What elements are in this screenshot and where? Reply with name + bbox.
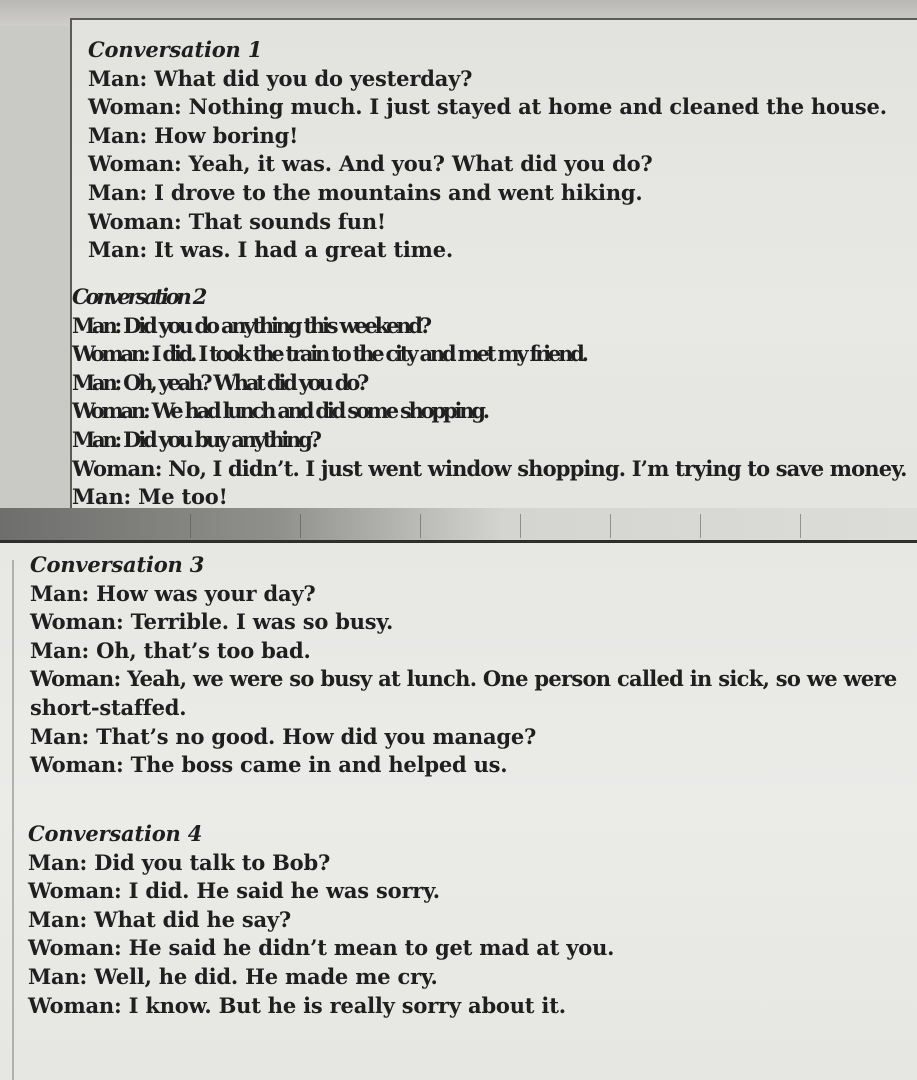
conversation-2	[72, 283, 907, 512]
dialogue-line: Woman: That sounds fun!	[88, 208, 386, 234]
dialogue-line: Man: What did you do yesterday?	[88, 65, 473, 91]
dialogue-line: Woman: I did. He said he was sorry.	[28, 878, 440, 904]
sheet-gap	[0, 508, 917, 542]
gap-tick	[800, 514, 801, 538]
dialogue-line: Woman: Nothing much. I just stayed at home and cleaned the house.	[88, 94, 887, 120]
dialogue-line: Man: It was. I had a great time.	[88, 237, 453, 263]
conversation-3	[30, 551, 897, 780]
dialogue-line: Man: Me too!	[72, 484, 228, 510]
dialogue-line: Woman: Yeah, we were so busy at lunch. One person called in sick, so we were	[30, 666, 897, 692]
gap-tick	[610, 514, 611, 538]
dialogue-line: Man: Oh, that’s too bad.	[30, 637, 311, 663]
conversation-title: Conversation 1	[88, 37, 263, 62]
gap-tick	[300, 514, 301, 538]
conversation-4	[28, 820, 614, 1020]
dialogue-line: Woman: The boss came in and helped us.	[30, 752, 508, 778]
conversation-title: Conversation 2	[72, 284, 205, 309]
dialogue-line: Man: How was your day?	[30, 580, 316, 606]
gap-tick	[190, 514, 191, 538]
dialogue-line: Woman: He said he didn’t mean to get mad at you.	[28, 935, 615, 961]
dialogue-line: Woman: No, I didn’t. I just went window shopping. I’m trying to save money.	[72, 455, 907, 481]
dialogue-line: Woman: Yeah, it was. And you? What did you do?	[88, 151, 653, 177]
dialogue-line: Man: Oh, yeah? What did you do?	[72, 369, 367, 395]
dialogue-line: Man: Did you buy anything?	[72, 426, 319, 452]
gap-tick	[700, 514, 701, 538]
dialogue-line: short-staffed.	[30, 694, 187, 720]
dialogue-line: Woman: I know. But he is really sorry about it.	[28, 992, 566, 1018]
dialogue-line: Man: Well, he did. He made me cry.	[28, 963, 438, 989]
dialogue-line: Woman: I did. I took the train to the city and met my friend.	[72, 341, 586, 367]
conversation-1	[88, 36, 887, 265]
conversation-title: Conversation 4	[28, 821, 203, 846]
dialogue-line: Man: That’s no good. How did you manage?	[30, 723, 537, 749]
dialogue-line: Man: Did you talk to Bob?	[28, 849, 331, 875]
dialogue-line: Man: What did he say?	[28, 906, 291, 932]
sheet-edge-shadow	[12, 560, 14, 1080]
gap-tick	[420, 514, 421, 538]
dialogue-line: Woman: Terrible. I was so busy.	[30, 609, 394, 635]
dialogue-line: Woman: We had lunch and did some shopping.	[72, 398, 487, 424]
dialogue-line: Man: How boring!	[88, 122, 299, 148]
dialogue-line: Man: Did you do anything this weekend?	[72, 312, 429, 338]
conversation-title: Conversation 3	[30, 552, 205, 577]
gap-tick	[520, 514, 521, 538]
dialogue-line: Man: I drove to the mountains and went hiking.	[88, 179, 643, 205]
